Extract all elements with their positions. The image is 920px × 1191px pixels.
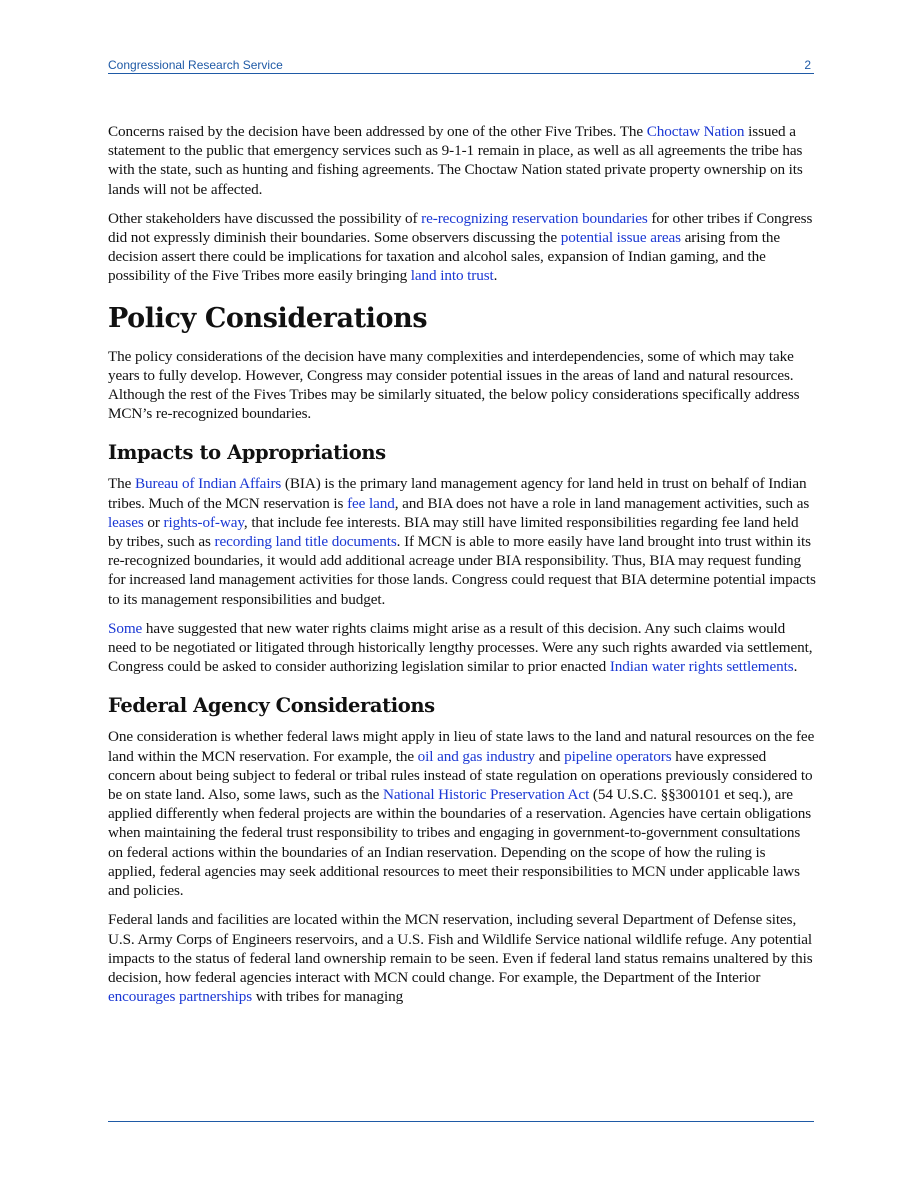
text-run: have expressed concern about being subject to federal or tribal rules instead of state regulation on operations previously considered to be on state land. Also, some laws, such as the bbox=[108, 747, 813, 804]
text-run: One consideration is whether federal laws might apply in lieu of state laws to the land and natural resources on the fee land within the MCN reservation. For example, the bbox=[108, 728, 815, 765]
link-indian-water-rights-settlements[interactable]: Indian water rights settlements bbox=[609, 658, 794, 676]
document-body bbox=[108, 122, 816, 1016]
text-run: . bbox=[493, 267, 498, 285]
section-heading-policy-considerations: Policy Considerations bbox=[108, 302, 428, 334]
text-run: , that include fee interests. BIA may still have limited responsibilities regarding fee land held by tribes, such as bbox=[108, 513, 799, 551]
text-run: Other stakeholders have discussed the possibility of bbox=[108, 209, 422, 227]
paragraph: The policy considerations of the decision have many complexities and interdependencies, some of which may take years to fully develop. However, Congress may consider potential issues in the areas of land and natural resources. Although the rest of the Fives Tribes may be similarly situated, the below policy considerations specifically address MCN’s re-recognized boundaries. bbox=[108, 347, 800, 423]
text-run: , and BIA does not have a role in land management activities, such as bbox=[394, 494, 810, 512]
header-rule bbox=[108, 73, 814, 74]
text-run: Concerns raised by the decision have been addressed by one of the other Five Tribes. The bbox=[108, 123, 647, 140]
text-run: arising from the decision assert there could be implications for taxation and alcohol sales, expansion of Indian gaming, and the possibility of the Five Tribes more easily bringing bbox=[108, 229, 781, 285]
link-recording-land-title-documents[interactable]: recording land title documents bbox=[214, 533, 397, 551]
link-potential-issue-areas[interactable]: potential issue areas bbox=[560, 229, 681, 247]
subsection-heading-federal-agency: Federal Agency Considerations bbox=[108, 694, 435, 718]
text-run: for other tribes if Congress did not expressly diminish their boundaries. Some observers discussing the bbox=[108, 209, 813, 247]
text-run: Federal lands and facilities are located within the MCN reservation, including several Department of Defense sites, U.S. Army Corps of Engineers reservoirs, and a U.S. Fish and Wildlife Service national wildlife refuge. Any potential impacts to the status of federal land ownership remain to be seen. Even if federal land status remains unaltered by this decision, how federal agencies interact with MCN could change. For example, the Department of the Interior bbox=[108, 911, 813, 986]
page-number: 2 bbox=[804, 58, 811, 72]
subsection-heading-appropriations: Impacts to Appropriations bbox=[108, 441, 386, 465]
link-oil-and-gas-industry[interactable]: oil and gas industry bbox=[417, 747, 536, 765]
paragraph bbox=[108, 474, 816, 608]
text-run: and bbox=[535, 747, 565, 765]
paragraph bbox=[108, 727, 816, 900]
link-some[interactable]: Some bbox=[108, 619, 143, 637]
link-pipeline-operators[interactable]: pipeline operators bbox=[564, 747, 672, 765]
link-re-recognizing-boundaries[interactable]: re-recognizing reservation boundaries bbox=[421, 209, 648, 227]
text-run: . If MCN is able to more easily have land brought into trust within its re-recognized boundaries, it would add additional acreage under BIA responsibility. Thus, BIA may request funding for increased land management activities for those lands. Congress could request that BIA determine potential impacts to its management responsibilities and budget. bbox=[108, 533, 816, 608]
text-run: issued a statement to the public that emergency services such as 9-1-1 remain in place, as well as all agreements the tribe has with the state, such as hunting and fishing agreements. The Choctaw Nation stated private property ownership on its lands will not be affected. bbox=[108, 123, 803, 198]
link-choctaw-nation[interactable]: Choctaw Nation bbox=[646, 123, 745, 140]
paragraph bbox=[108, 209, 816, 286]
link-fee-land[interactable]: fee land bbox=[347, 494, 395, 512]
paragraph bbox=[108, 122, 816, 199]
text-run: The bbox=[108, 475, 136, 493]
link-leases[interactable]: leases bbox=[108, 513, 144, 531]
paragraph bbox=[108, 619, 816, 677]
header-publisher: Congressional Research Service bbox=[108, 58, 283, 72]
link-land-into-trust[interactable]: land into trust bbox=[410, 267, 494, 285]
link-encourages-partnerships[interactable]: encourages partnerships bbox=[108, 988, 253, 1006]
text-run: (BIA) is the primary land management agency for land held in trust on behalf of Indian tribes. Much of the MCN reservation is bbox=[108, 475, 807, 512]
footer-rule bbox=[108, 1121, 814, 1122]
text-run: (54 U.S.C. §§300101 et seq.), are applied differently when federal projects are within the boundaries of a reservation. Agencies have certain obligations when maintaining the federal trust responsibility to tribes and engaging in government-to-government consultations on federal actions within the boundaries of an Indian reservation. Depending on the scope of how the ruling is applied, federal agencies may seek additional resources to meet their responsibilities to MCN under applicable laws and policies. bbox=[108, 786, 812, 900]
text-run: with tribes for managing bbox=[252, 988, 404, 1006]
link-bureau-of-indian-affairs[interactable]: Bureau of Indian Affairs bbox=[135, 475, 282, 493]
paragraph bbox=[108, 910, 816, 1006]
running-header bbox=[108, 56, 814, 74]
link-national-historic-preservation-act[interactable]: National Historic Preservation Act bbox=[382, 786, 590, 804]
text-run: have suggested that new water rights claims might arise as a result of this decision. Any such claims would need to be negotiated or litigated through historically lengthy processes. Were any such rights awarded via settlement, Congress could be asked to consider authorizing legislation similar to prior enacted bbox=[108, 619, 813, 676]
text-run: . bbox=[793, 658, 798, 676]
link-rights-of-way[interactable]: rights-of-way bbox=[163, 513, 244, 531]
text-run: or bbox=[143, 513, 164, 531]
